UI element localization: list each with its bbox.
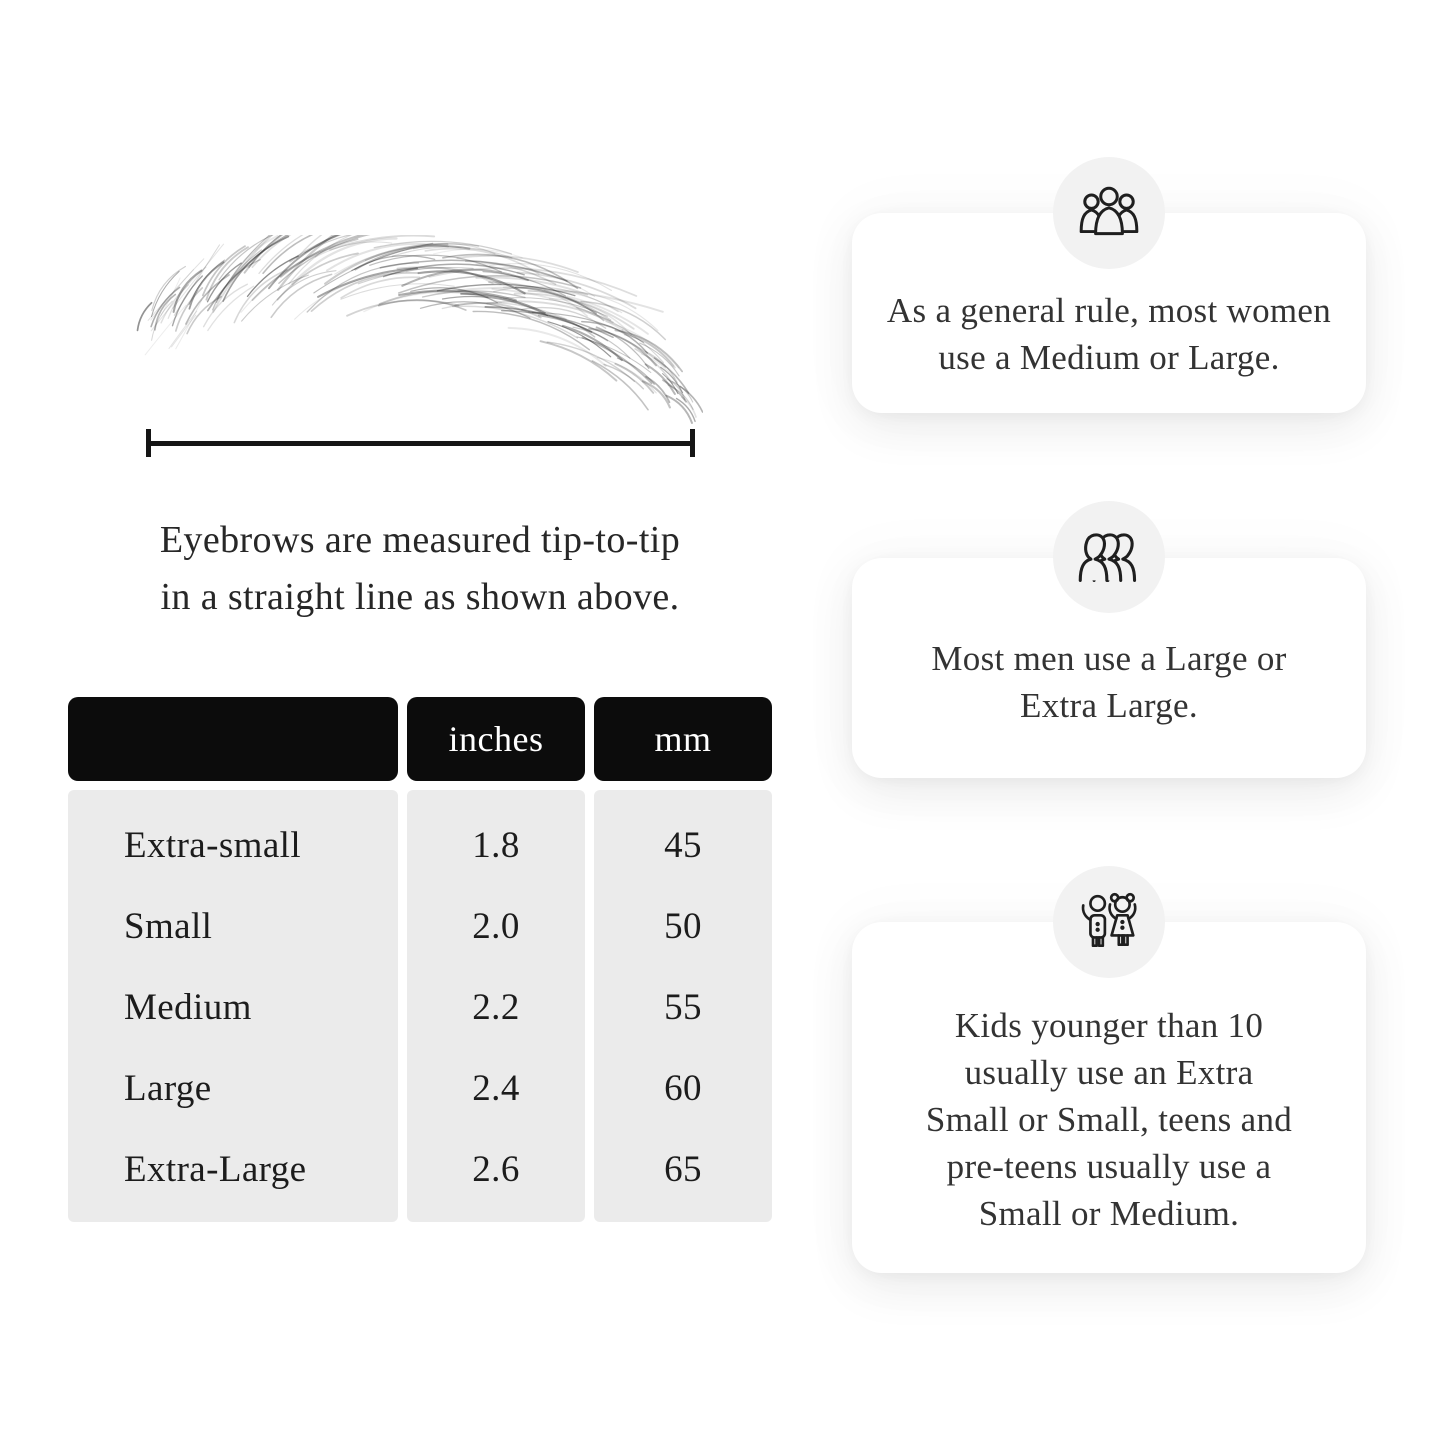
card-text-line: usually use an Extra [964, 1053, 1254, 1092]
card-text-line: As a general rule, most women [886, 291, 1332, 330]
kids-icon [1076, 892, 1142, 952]
table-row [68, 967, 772, 1048]
card-text-line: Kids younger than 10 [954, 1006, 1264, 1045]
eyebrow-illustration [118, 235, 703, 425]
women-group-icon [1076, 184, 1142, 242]
info-card-men-text [931, 635, 1286, 729]
table-header-size [68, 697, 398, 781]
table-header-inches: inches [407, 697, 585, 781]
mm-value: 65 [664, 1149, 702, 1190]
size-label: Extra-Large [124, 1149, 307, 1190]
men-group-icon [1076, 528, 1142, 586]
inches-value: 2.2 [472, 987, 520, 1028]
table-row [68, 1048, 772, 1129]
table-row [68, 886, 772, 967]
card-text-line: pre-teens usually use a [946, 1147, 1272, 1186]
inches-value: 2.6 [472, 1149, 520, 1190]
card-text-line: Extra Large. [1020, 686, 1198, 725]
inches-value: 2.4 [472, 1068, 520, 1109]
kids-icon-circle [1053, 866, 1165, 978]
card-text-line: use a Medium or Large. [938, 338, 1280, 377]
info-card-women-text [887, 287, 1331, 381]
size-label: Medium [124, 987, 252, 1028]
measurement-line-bar [146, 441, 695, 446]
size-table [68, 805, 772, 1210]
caption-line-1: Eyebrows are measured tip-to-tip [159, 519, 681, 561]
measurement-line-right-tick [690, 429, 695, 457]
table-header-mm: mm [594, 697, 772, 781]
card-text-line: Small or Small, teens and [925, 1100, 1293, 1139]
size-label: Small [124, 906, 213, 947]
caption-line-2: in a straight line as shown above. [160, 576, 680, 618]
inches-value: 1.8 [472, 825, 520, 866]
size-label: Extra-small [124, 825, 302, 866]
mm-value: 50 [664, 906, 702, 947]
measurement-caption [98, 512, 742, 626]
men-icon-circle [1053, 501, 1165, 613]
women-icon-circle [1053, 157, 1165, 269]
size-label: Large [124, 1068, 212, 1109]
mm-value: 60 [664, 1068, 702, 1109]
card-text-line: Small or Medium. [978, 1194, 1240, 1233]
table-row [68, 1129, 772, 1210]
table-row [68, 805, 772, 886]
info-card-kids-text [926, 1002, 1292, 1237]
mm-value: 45 [664, 825, 702, 866]
mm-value: 55 [664, 987, 702, 1028]
inches-value: 2.0 [472, 906, 520, 947]
card-text-line: Most men use a Large or [931, 639, 1287, 678]
